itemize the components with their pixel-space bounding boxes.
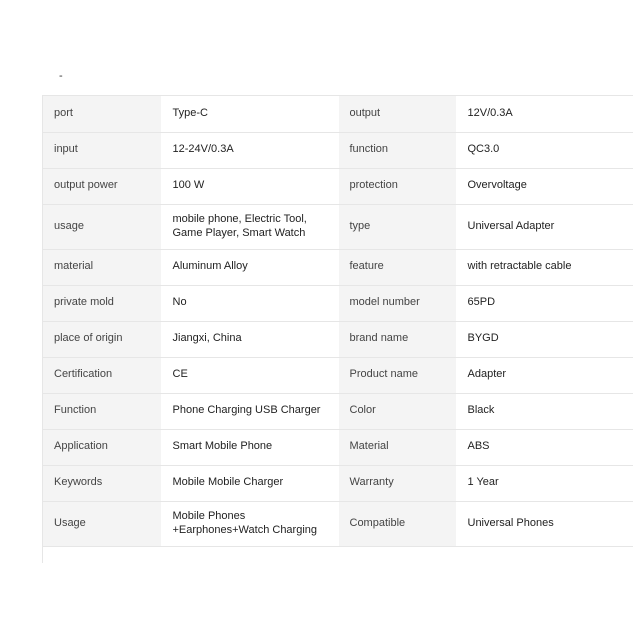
spec-key: private mold: [43, 285, 161, 321]
spec-key: Material: [338, 429, 456, 465]
table-row: [43, 393, 633, 429]
spec-table-grid: [43, 96, 633, 547]
spec-key: function: [338, 132, 456, 168]
table-row: [43, 429, 633, 465]
spec-value: Aluminum Alloy: [161, 249, 338, 285]
table-row: [43, 285, 633, 321]
table-row: [43, 321, 633, 357]
spec-key: Keywords: [43, 465, 161, 501]
spec-value: BYGD: [456, 321, 633, 357]
spec-value: Jiangxi, China: [161, 321, 338, 357]
table-row: [43, 249, 633, 285]
spec-value: Universal Adapter: [456, 204, 633, 249]
spec-key: Product name: [338, 357, 456, 393]
spec-value: ABS: [456, 429, 633, 465]
spec-key: port: [43, 96, 161, 132]
spec-value: Smart Mobile Phone: [161, 429, 338, 465]
spec-value: with retractable cable: [456, 249, 633, 285]
spec-key: brand name: [338, 321, 456, 357]
spec-key: feature: [338, 249, 456, 285]
table-row: [43, 168, 633, 204]
spec-value: 65PD: [456, 285, 633, 321]
spec-value: QC3.0: [456, 132, 633, 168]
header-dash: -: [59, 70, 63, 82]
spec-table: [42, 95, 633, 563]
spec-value: Mobile Phones +Earphones+Watch Charging: [161, 501, 338, 546]
spec-value: Adapter: [456, 357, 633, 393]
spec-value: 1 Year: [456, 465, 633, 501]
spec-key: Certification: [43, 357, 161, 393]
spec-value: Type-C: [161, 96, 338, 132]
spec-value: Mobile Mobile Charger: [161, 465, 338, 501]
spec-key: protection: [338, 168, 456, 204]
spec-value: 12V/0.3A: [456, 96, 633, 132]
spec-value: mobile phone, Electric Tool, Game Player, Smart Watch: [161, 204, 338, 249]
spec-value: Overvoltage: [456, 168, 633, 204]
spec-value: 100 W: [161, 168, 338, 204]
spec-key: place of origin: [43, 321, 161, 357]
spec-value: 12-24V/0.3A: [161, 132, 338, 168]
spec-value: Phone Charging USB Charger: [161, 393, 338, 429]
table-row: [43, 96, 633, 132]
spec-key: material: [43, 249, 161, 285]
table-row: [43, 465, 633, 501]
spec-value: CE: [161, 357, 338, 393]
table-row: [43, 501, 633, 546]
table-row: [43, 357, 633, 393]
spec-key: output power: [43, 168, 161, 204]
spec-key: usage: [43, 204, 161, 249]
spec-key: output: [338, 96, 456, 132]
spec-value: No: [161, 285, 338, 321]
spec-value: Black: [456, 393, 633, 429]
table-row: [43, 132, 633, 168]
spec-value: Universal Phones: [456, 501, 633, 546]
spec-key: Function: [43, 393, 161, 429]
spec-key: Compatible: [338, 501, 456, 546]
spec-key: Usage: [43, 501, 161, 546]
spec-key: type: [338, 204, 456, 249]
spec-key: input: [43, 132, 161, 168]
spec-key: Warranty: [338, 465, 456, 501]
spec-key: Color: [338, 393, 456, 429]
spec-key: model number: [338, 285, 456, 321]
table-row: [43, 204, 633, 249]
spec-key: Application: [43, 429, 161, 465]
